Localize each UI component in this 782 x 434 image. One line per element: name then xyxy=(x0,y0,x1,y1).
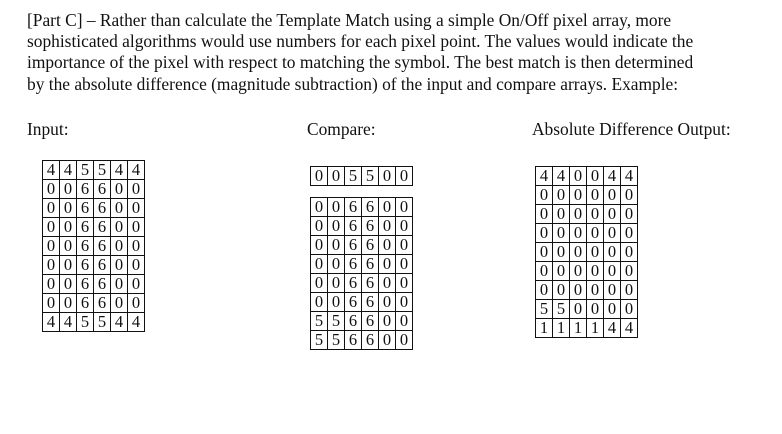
array-cell: 6 xyxy=(362,274,379,293)
array-row xyxy=(536,205,638,224)
array-cell: 0 xyxy=(128,275,145,294)
array-cell: 6 xyxy=(345,331,362,350)
array-cell: 0 xyxy=(536,281,553,300)
array-cell: 0 xyxy=(396,198,413,217)
array-cell: 0 xyxy=(396,274,413,293)
array-gap xyxy=(311,186,413,198)
array-cell: 6 xyxy=(77,180,94,199)
array-cell: 0 xyxy=(60,199,77,218)
array-cell: 0 xyxy=(328,293,345,312)
array-cell: 6 xyxy=(77,294,94,313)
array-cell: 6 xyxy=(362,255,379,274)
array-cell: 0 xyxy=(621,243,638,262)
array-cell: 0 xyxy=(111,237,128,256)
array-cell: 5 xyxy=(77,313,94,332)
gap-cell xyxy=(328,186,345,198)
array-cell: 5 xyxy=(345,167,362,186)
array-row xyxy=(536,243,638,262)
array-cell: 0 xyxy=(587,205,604,224)
array-row xyxy=(43,237,145,256)
array-cell: 0 xyxy=(60,180,77,199)
array-cell: 0 xyxy=(379,217,396,236)
array-cell: 6 xyxy=(77,275,94,294)
array-cell: 0 xyxy=(621,300,638,319)
array-cell: 0 xyxy=(604,205,621,224)
problem-paragraph xyxy=(27,10,767,95)
array-cell: 6 xyxy=(77,218,94,237)
array-row xyxy=(43,199,145,218)
array-cell: 0 xyxy=(43,275,60,294)
array-cell: 4 xyxy=(604,319,621,338)
input-array xyxy=(42,160,145,332)
compare-array xyxy=(310,166,413,350)
array-cell: 0 xyxy=(570,262,587,281)
array-cell: 0 xyxy=(379,167,396,186)
array-cell: 0 xyxy=(379,331,396,350)
array-row xyxy=(43,275,145,294)
array-cell: 6 xyxy=(345,236,362,255)
array-cell: 4 xyxy=(128,313,145,332)
array-cell: 0 xyxy=(621,262,638,281)
array-cell: 0 xyxy=(621,281,638,300)
array-cell: 0 xyxy=(570,186,587,205)
array-row xyxy=(311,312,413,331)
array-cell: 4 xyxy=(604,167,621,186)
array-cell: 6 xyxy=(94,218,111,237)
array-cell: 0 xyxy=(621,186,638,205)
array-cell: 0 xyxy=(570,281,587,300)
array-row xyxy=(536,319,638,338)
array-cell: 0 xyxy=(570,167,587,186)
array-cell: 0 xyxy=(311,217,328,236)
array-cell: 0 xyxy=(379,198,396,217)
array-cell: 6 xyxy=(345,312,362,331)
paragraph-line: importance of the pixel with respect to matching the symbol. The best match is then determined xyxy=(27,52,694,73)
array-cell: 0 xyxy=(43,180,60,199)
array-cell: 1 xyxy=(553,319,570,338)
array-cell: 6 xyxy=(77,237,94,256)
array-cell: 0 xyxy=(111,294,128,313)
array-cell: 0 xyxy=(60,275,77,294)
array-cell: 0 xyxy=(536,205,553,224)
array-cell: 0 xyxy=(570,224,587,243)
array-cell: 4 xyxy=(553,167,570,186)
array-cell: 0 xyxy=(396,331,413,350)
array-row xyxy=(43,294,145,313)
array-cell: 0 xyxy=(587,262,604,281)
array-cell: 0 xyxy=(553,281,570,300)
array-cell: 0 xyxy=(128,256,145,275)
input-label: Input: xyxy=(27,119,69,139)
array-cell: 0 xyxy=(128,199,145,218)
array-cell: 0 xyxy=(128,218,145,237)
array-cell: 5 xyxy=(77,161,94,180)
array-cell: 4 xyxy=(111,161,128,180)
array-cell: 5 xyxy=(328,331,345,350)
array-cell: 5 xyxy=(553,300,570,319)
output-array xyxy=(535,166,638,338)
array-cell: 0 xyxy=(570,205,587,224)
array-cell: 6 xyxy=(362,217,379,236)
array-cell: 6 xyxy=(345,293,362,312)
array-cell: 6 xyxy=(94,256,111,275)
array-cell: 0 xyxy=(604,281,621,300)
array-cell: 0 xyxy=(536,262,553,281)
array-cell: 0 xyxy=(311,167,328,186)
array-row xyxy=(311,167,413,186)
gap-cell xyxy=(311,186,328,198)
array-cell: 5 xyxy=(311,312,328,331)
paragraph-line: by the absolute difference (magnitude subtraction) of the input and compare arrays. Example: xyxy=(27,73,679,94)
array-row xyxy=(536,262,638,281)
array-cell: 0 xyxy=(311,198,328,217)
array-row xyxy=(43,161,145,180)
array-cell: 6 xyxy=(94,199,111,218)
array-cell: 4 xyxy=(621,319,638,338)
array-row xyxy=(311,274,413,293)
array-cell: 6 xyxy=(362,236,379,255)
array-cell: 4 xyxy=(60,161,77,180)
array-cell: 6 xyxy=(362,331,379,350)
array-cell: 0 xyxy=(43,294,60,313)
array-cell: 6 xyxy=(94,237,111,256)
array-cell: 1 xyxy=(587,319,604,338)
array-cell: 0 xyxy=(396,293,413,312)
array-cell: 0 xyxy=(604,224,621,243)
array-cell: 0 xyxy=(553,186,570,205)
array-cell: 0 xyxy=(111,199,128,218)
array-cell: 0 xyxy=(111,256,128,275)
array-cell: 1 xyxy=(536,319,553,338)
array-cell: 0 xyxy=(536,243,553,262)
array-cell: 4 xyxy=(43,161,60,180)
output-label: Absolute Difference Output: xyxy=(532,119,731,139)
array-cell: 0 xyxy=(604,243,621,262)
array-cell: 0 xyxy=(328,217,345,236)
array-cell: 0 xyxy=(43,199,60,218)
array-cell: 0 xyxy=(553,262,570,281)
array-cell: 0 xyxy=(43,237,60,256)
array-cell: 4 xyxy=(111,313,128,332)
array-cell: 0 xyxy=(536,186,553,205)
array-row xyxy=(311,331,413,350)
array-cell: 6 xyxy=(362,293,379,312)
array-cell: 0 xyxy=(396,217,413,236)
array-cell: 6 xyxy=(362,198,379,217)
array-cell: 0 xyxy=(43,218,60,237)
array-cell: 0 xyxy=(60,256,77,275)
array-cell: 6 xyxy=(345,198,362,217)
array-row xyxy=(311,198,413,217)
array-cell: 5 xyxy=(94,313,111,332)
array-cell: 5 xyxy=(94,161,111,180)
array-cell: 6 xyxy=(77,199,94,218)
array-cell: 0 xyxy=(553,205,570,224)
array-cell: 0 xyxy=(311,236,328,255)
compare-label: Compare: xyxy=(307,119,376,139)
array-cell: 6 xyxy=(94,294,111,313)
array-cell: 5 xyxy=(311,331,328,350)
array-row xyxy=(536,281,638,300)
array-cell: 6 xyxy=(345,255,362,274)
paragraph-line: [Part C] – Rather than calculate the Template Match using a simple On/Off pixel array, more xyxy=(27,10,672,30)
array-cell: 0 xyxy=(587,281,604,300)
gap-cell xyxy=(345,186,362,198)
array-cell: 4 xyxy=(43,313,60,332)
array-row xyxy=(311,255,413,274)
array-cell: 0 xyxy=(604,262,621,281)
array-row xyxy=(311,293,413,312)
array-cell: 0 xyxy=(328,167,345,186)
array-cell: 0 xyxy=(396,312,413,331)
array-row xyxy=(311,217,413,236)
array-cell: 0 xyxy=(111,218,128,237)
array-cell: 0 xyxy=(379,255,396,274)
array-cell: 0 xyxy=(587,224,604,243)
array-cell: 0 xyxy=(328,255,345,274)
array-cell: 0 xyxy=(328,236,345,255)
array-row xyxy=(536,224,638,243)
array-cell: 0 xyxy=(43,256,60,275)
array-cell: 4 xyxy=(536,167,553,186)
array-cell: 6 xyxy=(345,274,362,293)
array-row xyxy=(311,236,413,255)
array-row xyxy=(536,167,638,186)
array-cell: 0 xyxy=(311,255,328,274)
array-row xyxy=(536,300,638,319)
array-row xyxy=(43,180,145,199)
array-cell: 0 xyxy=(60,294,77,313)
paragraph-line: sophisticated algorithms would use numbers for each pixel point. The values would indicate the xyxy=(27,31,694,52)
array-cell: 0 xyxy=(128,180,145,199)
array-cell: 1 xyxy=(570,319,587,338)
array-cell: 0 xyxy=(379,274,396,293)
array-cell: 0 xyxy=(587,167,604,186)
array-cell: 6 xyxy=(77,256,94,275)
array-cell: 0 xyxy=(621,205,638,224)
array-cell: 0 xyxy=(328,274,345,293)
array-cell: 0 xyxy=(553,224,570,243)
array-cell: 0 xyxy=(587,300,604,319)
array-row xyxy=(536,186,638,205)
array-cell: 6 xyxy=(94,275,111,294)
array-cell: 0 xyxy=(570,243,587,262)
array-cell: 0 xyxy=(587,243,604,262)
array-cell: 0 xyxy=(128,294,145,313)
array-cell: 4 xyxy=(621,167,638,186)
array-cell: 5 xyxy=(536,300,553,319)
array-cell: 0 xyxy=(587,186,604,205)
array-cell: 0 xyxy=(311,274,328,293)
array-cell: 0 xyxy=(604,300,621,319)
array-cell: 6 xyxy=(362,312,379,331)
array-cell: 5 xyxy=(362,167,379,186)
gap-cell xyxy=(396,186,413,198)
array-cell: 0 xyxy=(536,224,553,243)
array-cell: 0 xyxy=(604,186,621,205)
array-cell: 5 xyxy=(328,312,345,331)
array-cell: 4 xyxy=(128,161,145,180)
array-cell: 0 xyxy=(396,255,413,274)
array-cell: 0 xyxy=(379,293,396,312)
array-cell: 0 xyxy=(621,224,638,243)
array-cell: 0 xyxy=(60,237,77,256)
array-cell: 0 xyxy=(311,293,328,312)
array-cell: 0 xyxy=(60,218,77,237)
gap-cell xyxy=(362,186,379,198)
array-row xyxy=(43,313,145,332)
array-cell: 0 xyxy=(396,167,413,186)
array-cell: 0 xyxy=(570,300,587,319)
array-cell: 6 xyxy=(345,217,362,236)
array-row xyxy=(43,218,145,237)
array-cell: 0 xyxy=(128,237,145,256)
array-cell: 4 xyxy=(60,313,77,332)
array-cell: 0 xyxy=(396,236,413,255)
array-cell: 0 xyxy=(328,198,345,217)
array-cell: 6 xyxy=(94,180,111,199)
array-cell: 0 xyxy=(111,275,128,294)
array-cell: 0 xyxy=(553,243,570,262)
array-cell: 0 xyxy=(379,312,396,331)
array-cell: 0 xyxy=(379,236,396,255)
array-row xyxy=(43,256,145,275)
gap-cell xyxy=(379,186,396,198)
array-cell: 0 xyxy=(111,180,128,199)
